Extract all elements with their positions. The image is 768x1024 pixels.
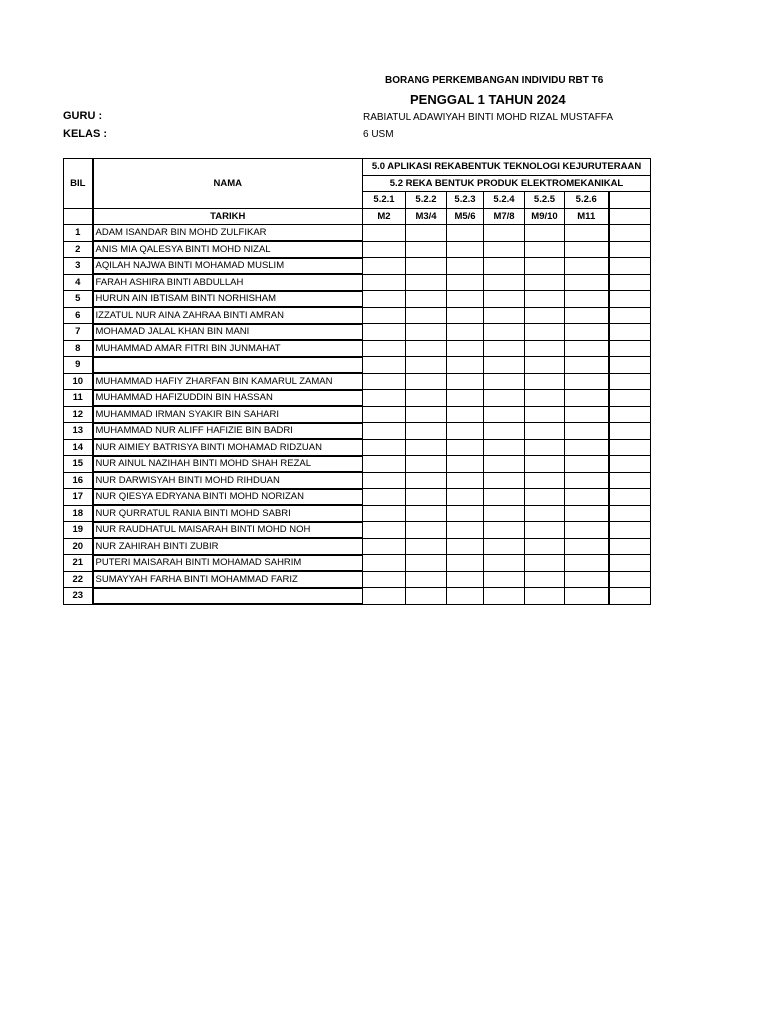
mark-cell[interactable] [447, 357, 484, 374]
subsection-header: 5.2 REKA BENTUK PRODUK ELEKTROMEKANIKAL [363, 175, 651, 192]
tarikh-header: TARIKH [93, 208, 363, 225]
student-name: MOHAMAD JALAL KHAN BIN MANI [93, 324, 363, 341]
student-name [93, 357, 363, 374]
student-name: MUHAMMAD IRMAN SYAKIR BIN SAHARI [93, 406, 363, 423]
mastery-level: M11 [565, 208, 609, 225]
mark-cell[interactable] [525, 307, 565, 324]
mark-cell[interactable] [447, 291, 484, 308]
mark-cell[interactable] [609, 241, 651, 258]
student-name: SUMAYYAH FARHA BINTI MOHAMMAD FARIZ [93, 571, 363, 588]
mark-cell[interactable] [484, 241, 525, 258]
mark-cell[interactable] [363, 538, 406, 555]
mark-cell[interactable] [609, 588, 651, 605]
mark-cell[interactable] [525, 340, 565, 357]
table-row [64, 241, 651, 258]
mark-cell[interactable] [406, 307, 447, 324]
standard-code: 5.2.1 [363, 192, 406, 209]
mark-cell[interactable] [447, 373, 484, 390]
mark-cell[interactable] [525, 472, 565, 489]
row-number: 19 [64, 522, 93, 539]
mark-cell[interactable] [406, 423, 447, 440]
mark-cell[interactable] [406, 571, 447, 588]
mark-cell[interactable] [484, 324, 525, 341]
guru-value: RABIATUL ADAWIYAH BINTI MOHD RIZAL MUSTAFFA [363, 112, 614, 123]
mark-cell[interactable] [406, 439, 447, 456]
mark-cell[interactable] [484, 307, 525, 324]
mark-cell[interactable] [609, 258, 651, 275]
mark-cell[interactable] [406, 588, 447, 605]
mark-cell[interactable] [447, 340, 484, 357]
mastery-level: M7/8 [484, 208, 525, 225]
table-row [64, 522, 651, 539]
mark-cell[interactable] [609, 472, 651, 489]
student-name: MUHAMMAD HAFIZUDDIN BIN HASSAN [93, 390, 363, 407]
row-number: 11 [64, 390, 93, 407]
mark-cell[interactable] [565, 439, 609, 456]
table-row [64, 390, 651, 407]
row-number: 10 [64, 373, 93, 390]
student-name: AQILAH NAJWA BINTI MOHAMAD MUSLIM [93, 258, 363, 275]
section-header: 5.0 APLIKASI REKABENTUK TEKNOLOGI KEJURUTERAAN [363, 159, 651, 176]
row-number: 18 [64, 505, 93, 522]
table-row [64, 324, 651, 341]
mark-cell[interactable] [363, 472, 406, 489]
table-row [64, 307, 651, 324]
student-name [93, 588, 363, 605]
table-row [64, 456, 651, 473]
mark-cell[interactable] [447, 406, 484, 423]
student-name: NUR QURRATUL RANIA BINTI MOHD SABRI [93, 505, 363, 522]
mark-cell[interactable] [447, 522, 484, 539]
mark-cell[interactable] [609, 390, 651, 407]
student-name: NUR RAUDHATUL MAISARAH BINTI MOHD NOH [93, 522, 363, 539]
student-name: FARAH ASHIRA BINTI ABDULLAH [93, 274, 363, 291]
mark-cell[interactable] [565, 456, 609, 473]
mark-cell[interactable] [525, 390, 565, 407]
mark-cell[interactable] [609, 406, 651, 423]
student-name: MUHAMMAD NUR ALIFF HAFIZIE BIN BADRI [93, 423, 363, 440]
mark-cell[interactable] [447, 555, 484, 572]
table-row [64, 340, 651, 357]
row-number: 15 [64, 456, 93, 473]
mark-cell[interactable] [363, 274, 406, 291]
mark-cell[interactable] [609, 505, 651, 522]
row-number: 4 [64, 274, 93, 291]
table-row [64, 472, 651, 489]
mark-cell[interactable] [406, 390, 447, 407]
mark-cell[interactable] [525, 373, 565, 390]
mark-cell[interactable] [565, 307, 609, 324]
mark-cell[interactable] [447, 505, 484, 522]
mark-cell[interactable] [525, 522, 565, 539]
mark-cell[interactable] [447, 241, 484, 258]
row-number: 16 [64, 472, 93, 489]
row-number: 14 [64, 439, 93, 456]
mark-cell[interactable] [363, 522, 406, 539]
row-number: 17 [64, 489, 93, 506]
table-row [64, 357, 651, 374]
mastery-level: M3/4 [406, 208, 447, 225]
student-name: MUHAMMAD HAFIY ZHARFAN BIN KAMARUL ZAMAN [93, 373, 363, 390]
mark-cell[interactable] [565, 340, 609, 357]
mark-cell[interactable] [609, 340, 651, 357]
mark-cell[interactable] [447, 258, 484, 275]
mark-cell[interactable] [525, 571, 565, 588]
mark-cell[interactable] [565, 390, 609, 407]
mark-cell[interactable] [406, 258, 447, 275]
mark-cell[interactable] [406, 456, 447, 473]
nama-header: NAMA [93, 159, 363, 209]
mark-cell[interactable] [484, 538, 525, 555]
mark-cell[interactable] [609, 291, 651, 308]
mark-cell[interactable] [363, 390, 406, 407]
mark-cell[interactable] [609, 225, 651, 242]
table-row [64, 406, 651, 423]
row-number: 9 [64, 357, 93, 374]
table-row [64, 538, 651, 555]
mark-cell[interactable] [406, 225, 447, 242]
mark-cell[interactable] [609, 555, 651, 572]
mark-cell[interactable] [363, 324, 406, 341]
table-row [64, 505, 651, 522]
mark-cell[interactable] [447, 588, 484, 605]
mark-cell[interactable] [484, 390, 525, 407]
guru-label: GURU : [63, 110, 103, 122]
mark-cell[interactable] [363, 588, 406, 605]
row-number: 23 [64, 588, 93, 605]
row-number: 6 [64, 307, 93, 324]
mark-cell[interactable] [484, 340, 525, 357]
mark-cell[interactable] [484, 555, 525, 572]
mark-cell[interactable] [609, 357, 651, 374]
student-name: HURUN AIN IBTISAM BINTI NORHISHAM [93, 291, 363, 308]
table-row [64, 291, 651, 308]
mark-cell[interactable] [565, 571, 609, 588]
mark-cell[interactable] [484, 588, 525, 605]
mark-cell[interactable] [363, 456, 406, 473]
mark-cell[interactable] [484, 373, 525, 390]
table-row [64, 225, 651, 242]
mark-cell[interactable] [525, 291, 565, 308]
student-name: IZZATUL NUR AINA ZAHRAA BINTI AMRAN [93, 307, 363, 324]
table-row [64, 571, 651, 588]
standard-code: 5.2.2 [406, 192, 447, 209]
mark-cell[interactable] [406, 522, 447, 539]
standard-code: 5.2.3 [447, 192, 484, 209]
mark-cell[interactable] [525, 324, 565, 341]
mark-cell[interactable] [565, 324, 609, 341]
row-number: 22 [64, 571, 93, 588]
mark-cell[interactable] [609, 538, 651, 555]
mark-cell[interactable] [447, 324, 484, 341]
progress-table [63, 158, 651, 605]
table-row [64, 588, 651, 605]
standard-code: 5.2.6 [565, 192, 609, 209]
mark-cell[interactable] [447, 274, 484, 291]
mark-cell[interactable] [609, 571, 651, 588]
mastery-level: M9/10 [525, 208, 565, 225]
mark-cell[interactable] [565, 423, 609, 440]
mark-cell[interactable] [363, 406, 406, 423]
mark-cell[interactable] [484, 357, 525, 374]
mark-cell[interactable] [406, 324, 447, 341]
mark-cell[interactable] [447, 538, 484, 555]
table-row [64, 423, 651, 440]
mark-cell[interactable] [406, 357, 447, 374]
mark-cell[interactable] [565, 373, 609, 390]
student-name: NUR QIESYA EDRYANA BINTI MOHD NORIZAN [93, 489, 363, 506]
row-number: 1 [64, 225, 93, 242]
mark-cell[interactable] [525, 555, 565, 572]
mark-cell[interactable] [406, 489, 447, 506]
mark-cell[interactable] [406, 555, 447, 572]
mark-cell[interactable] [363, 489, 406, 506]
mark-cell[interactable] [565, 538, 609, 555]
mark-cell[interactable] [525, 423, 565, 440]
mark-cell[interactable] [447, 456, 484, 473]
row-number: 20 [64, 538, 93, 555]
student-name: MUHAMMAD AMAR FITRI BIN JUNMAHAT [93, 340, 363, 357]
mark-cell[interactable] [525, 456, 565, 473]
mark-cell[interactable] [525, 588, 565, 605]
student-name: ADAM ISANDAR BIN MOHD ZULFIKAR [93, 225, 363, 242]
table-row [64, 373, 651, 390]
mark-cell[interactable] [525, 406, 565, 423]
mark-cell[interactable] [565, 555, 609, 572]
mark-cell[interactable] [406, 274, 447, 291]
student-name: NUR AINUL NAZIHAH BINTI MOHD SHAH REZAL [93, 456, 363, 473]
mark-cell[interactable] [447, 472, 484, 489]
mark-cell[interactable] [609, 522, 651, 539]
mark-cell[interactable] [363, 225, 406, 242]
mark-cell[interactable] [406, 472, 447, 489]
mark-cell[interactable] [406, 538, 447, 555]
mark-cell[interactable] [484, 406, 525, 423]
table-row [64, 555, 651, 572]
mark-cell[interactable] [484, 522, 525, 539]
mark-cell[interactable] [525, 538, 565, 555]
mark-cell[interactable] [363, 307, 406, 324]
mark-cell[interactable] [484, 571, 525, 588]
mark-cell[interactable] [609, 423, 651, 440]
mark-cell[interactable] [525, 357, 565, 374]
table-row [64, 258, 651, 275]
empty-cell [609, 208, 651, 225]
table-row [64, 274, 651, 291]
mark-cell[interactable] [447, 307, 484, 324]
mark-cell[interactable] [525, 505, 565, 522]
mark-cell[interactable] [406, 241, 447, 258]
mark-cell[interactable] [484, 456, 525, 473]
mark-cell[interactable] [565, 258, 609, 275]
standard-code: 5.2.4 [484, 192, 525, 209]
bil-header: BIL [64, 159, 93, 209]
mark-cell[interactable] [565, 489, 609, 506]
row-number: 2 [64, 241, 93, 258]
mark-cell[interactable] [484, 423, 525, 440]
kelas-label: KELAS : [63, 128, 107, 140]
mark-cell[interactable] [447, 390, 484, 407]
mark-cell[interactable] [484, 258, 525, 275]
mark-cell[interactable] [447, 571, 484, 588]
mark-cell[interactable] [447, 439, 484, 456]
mark-cell[interactable] [484, 489, 525, 506]
mark-cell[interactable] [525, 439, 565, 456]
tarikh-row [64, 208, 651, 225]
mark-cell[interactable] [406, 340, 447, 357]
mark-cell[interactable] [609, 373, 651, 390]
mark-cell[interactable] [565, 291, 609, 308]
row-number: 8 [64, 340, 93, 357]
mark-cell[interactable] [447, 489, 484, 506]
table-row [64, 489, 651, 506]
mark-cell[interactable] [406, 291, 447, 308]
student-name: NUR AIMIEY BATRISYA BINTI MOHAMAD RIDZUAN [93, 439, 363, 456]
standard-code: 5.2.5 [525, 192, 565, 209]
mark-cell[interactable] [447, 423, 484, 440]
empty-cell [609, 192, 651, 209]
mark-cell[interactable] [565, 406, 609, 423]
student-name: ANIS MIA QALESYA BINTI MOHD NIZAL [93, 241, 363, 258]
mark-cell[interactable] [525, 489, 565, 506]
mark-cell[interactable] [565, 472, 609, 489]
mark-cell[interactable] [525, 258, 565, 275]
mark-cell[interactable] [484, 225, 525, 242]
row-number: 3 [64, 258, 93, 275]
mark-cell[interactable] [363, 555, 406, 572]
row-number: 5 [64, 291, 93, 308]
student-name: NUR DARWISYAH BINTI MOHD RIHDUAN [93, 472, 363, 489]
mark-cell[interactable] [484, 505, 525, 522]
row-number: 21 [64, 555, 93, 572]
student-name: PUTERI MAISARAH BINTI MOHAMAD SAHRIM [93, 555, 363, 572]
mark-cell[interactable] [525, 274, 565, 291]
student-name: NUR ZAHIRAH BINTI ZUBIR [93, 538, 363, 555]
mark-cell[interactable] [363, 258, 406, 275]
kelas-value: 6 USM [363, 129, 394, 140]
mark-cell[interactable] [363, 291, 406, 308]
mark-cell[interactable] [609, 324, 651, 341]
mark-cell[interactable] [447, 225, 484, 242]
mark-cell[interactable] [363, 505, 406, 522]
mark-cell[interactable] [565, 225, 609, 242]
mastery-level: M5/6 [447, 208, 484, 225]
mark-cell[interactable] [565, 241, 609, 258]
term-subtitle: PENGGAL 1 TAHUN 2024 [410, 92, 566, 107]
mark-cell[interactable] [565, 588, 609, 605]
mark-cell[interactable] [609, 489, 651, 506]
mark-cell[interactable] [363, 340, 406, 357]
form-title: BORANG PERKEMBANGAN INDIVIDU RBT T6 [385, 75, 604, 86]
mark-cell[interactable] [565, 522, 609, 539]
mark-cell[interactable] [609, 274, 651, 291]
mark-cell[interactable] [484, 274, 525, 291]
table-row [64, 439, 651, 456]
mark-cell[interactable] [565, 505, 609, 522]
mark-cell[interactable] [363, 241, 406, 258]
mark-cell[interactable] [406, 406, 447, 423]
mark-cell[interactable] [363, 439, 406, 456]
row-number: 7 [64, 324, 93, 341]
mark-cell[interactable] [609, 439, 651, 456]
mark-cell[interactable] [406, 373, 447, 390]
mark-cell[interactable] [525, 225, 565, 242]
mark-cell[interactable] [363, 423, 406, 440]
mark-cell[interactable] [363, 357, 406, 374]
empty-cell [64, 208, 93, 225]
mark-cell[interactable] [484, 291, 525, 308]
row-number: 12 [64, 406, 93, 423]
row-number: 13 [64, 423, 93, 440]
mark-cell[interactable] [363, 571, 406, 588]
mark-cell[interactable] [484, 472, 525, 489]
mark-cell[interactable] [363, 373, 406, 390]
mark-cell[interactable] [565, 357, 609, 374]
mark-cell[interactable] [406, 505, 447, 522]
mark-cell[interactable] [609, 307, 651, 324]
mark-cell[interactable] [484, 439, 525, 456]
mastery-level: M2 [363, 208, 406, 225]
mark-cell[interactable] [525, 241, 565, 258]
mark-cell[interactable] [609, 456, 651, 473]
mark-cell[interactable] [565, 274, 609, 291]
